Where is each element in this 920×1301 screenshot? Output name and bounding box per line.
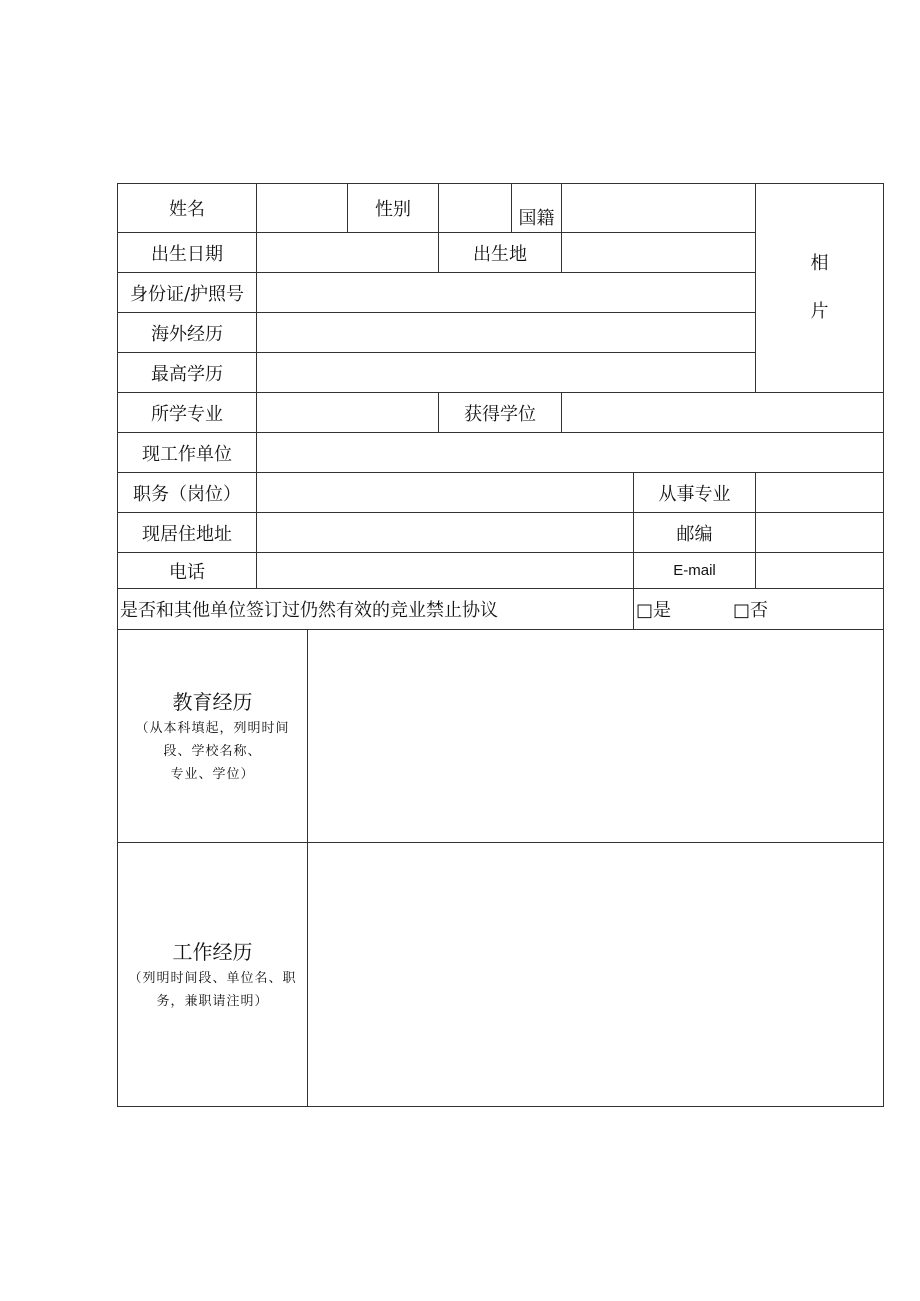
photo-label-line1: 相 [810, 253, 829, 274]
photo-label-line2: 片 [810, 301, 829, 322]
checkbox-yes[interactable]: □是 [636, 600, 672, 621]
work-note-line2: 务，兼职请注明） [156, 993, 269, 1009]
application-form [117, 183, 884, 1107]
education-note-line3: 专业、学位） [170, 766, 255, 782]
employer-field[interactable] [257, 433, 884, 473]
work-note-line1: （列明时间段、单位名、职 [128, 970, 297, 986]
education-note-line1: （从本科填起，列明时间 [135, 720, 290, 736]
address-field[interactable] [257, 513, 634, 553]
email-label: E-mail [634, 553, 756, 589]
nationality-label: 国籍 [512, 184, 562, 233]
birthplace-label: 出生地 [439, 233, 562, 273]
noncompete-options [634, 589, 884, 630]
overseas-field[interactable] [257, 313, 756, 353]
checkbox-no[interactable]: □否 [733, 600, 769, 621]
education-level-label: 最高学历 [118, 353, 257, 393]
nationality-field[interactable] [562, 184, 756, 233]
education-note-line2: 段、学校名称、 [163, 743, 262, 759]
degree-label: 获得学位 [439, 393, 562, 433]
work-title: 工作经历 [172, 939, 253, 964]
education-level-field[interactable] [257, 353, 756, 393]
name-label: 姓名 [118, 184, 257, 233]
work-section-label [118, 843, 308, 1107]
address-label: 现居住地址 [118, 513, 257, 553]
degree-field[interactable] [562, 393, 884, 433]
education-section-label [118, 630, 308, 843]
major-label: 所学专业 [118, 393, 257, 433]
birth-date-label: 出生日期 [118, 233, 257, 273]
noncompete-question: 是否和其他单位签订过仍然有效的竞业禁止协议 [118, 589, 634, 630]
birthplace-field[interactable] [562, 233, 756, 273]
birth-date-field[interactable] [257, 233, 439, 273]
gender-label: 性别 [348, 184, 439, 233]
id-label: 身份证/护照号 [118, 273, 257, 313]
employer-label: 现工作单位 [118, 433, 257, 473]
name-field[interactable] [257, 184, 348, 233]
postcode-field[interactable] [756, 513, 884, 553]
profession-label: 从事专业 [634, 473, 756, 513]
education-history-field[interactable] [308, 630, 884, 843]
gender-field[interactable] [439, 184, 512, 233]
photo-box[interactable] [756, 184, 884, 393]
id-field[interactable] [257, 273, 756, 313]
major-field[interactable] [257, 393, 439, 433]
phone-field[interactable] [257, 553, 634, 589]
profession-field[interactable] [756, 473, 884, 513]
email-field[interactable] [756, 553, 884, 589]
work-history-field[interactable] [308, 843, 884, 1107]
position-label: 职务（岗位） [118, 473, 257, 513]
phone-label: 电话 [118, 553, 257, 589]
position-field[interactable] [257, 473, 634, 513]
postcode-label: 邮编 [634, 513, 756, 553]
overseas-label: 海外经历 [118, 313, 257, 353]
education-title: 教育经历 [172, 689, 253, 714]
